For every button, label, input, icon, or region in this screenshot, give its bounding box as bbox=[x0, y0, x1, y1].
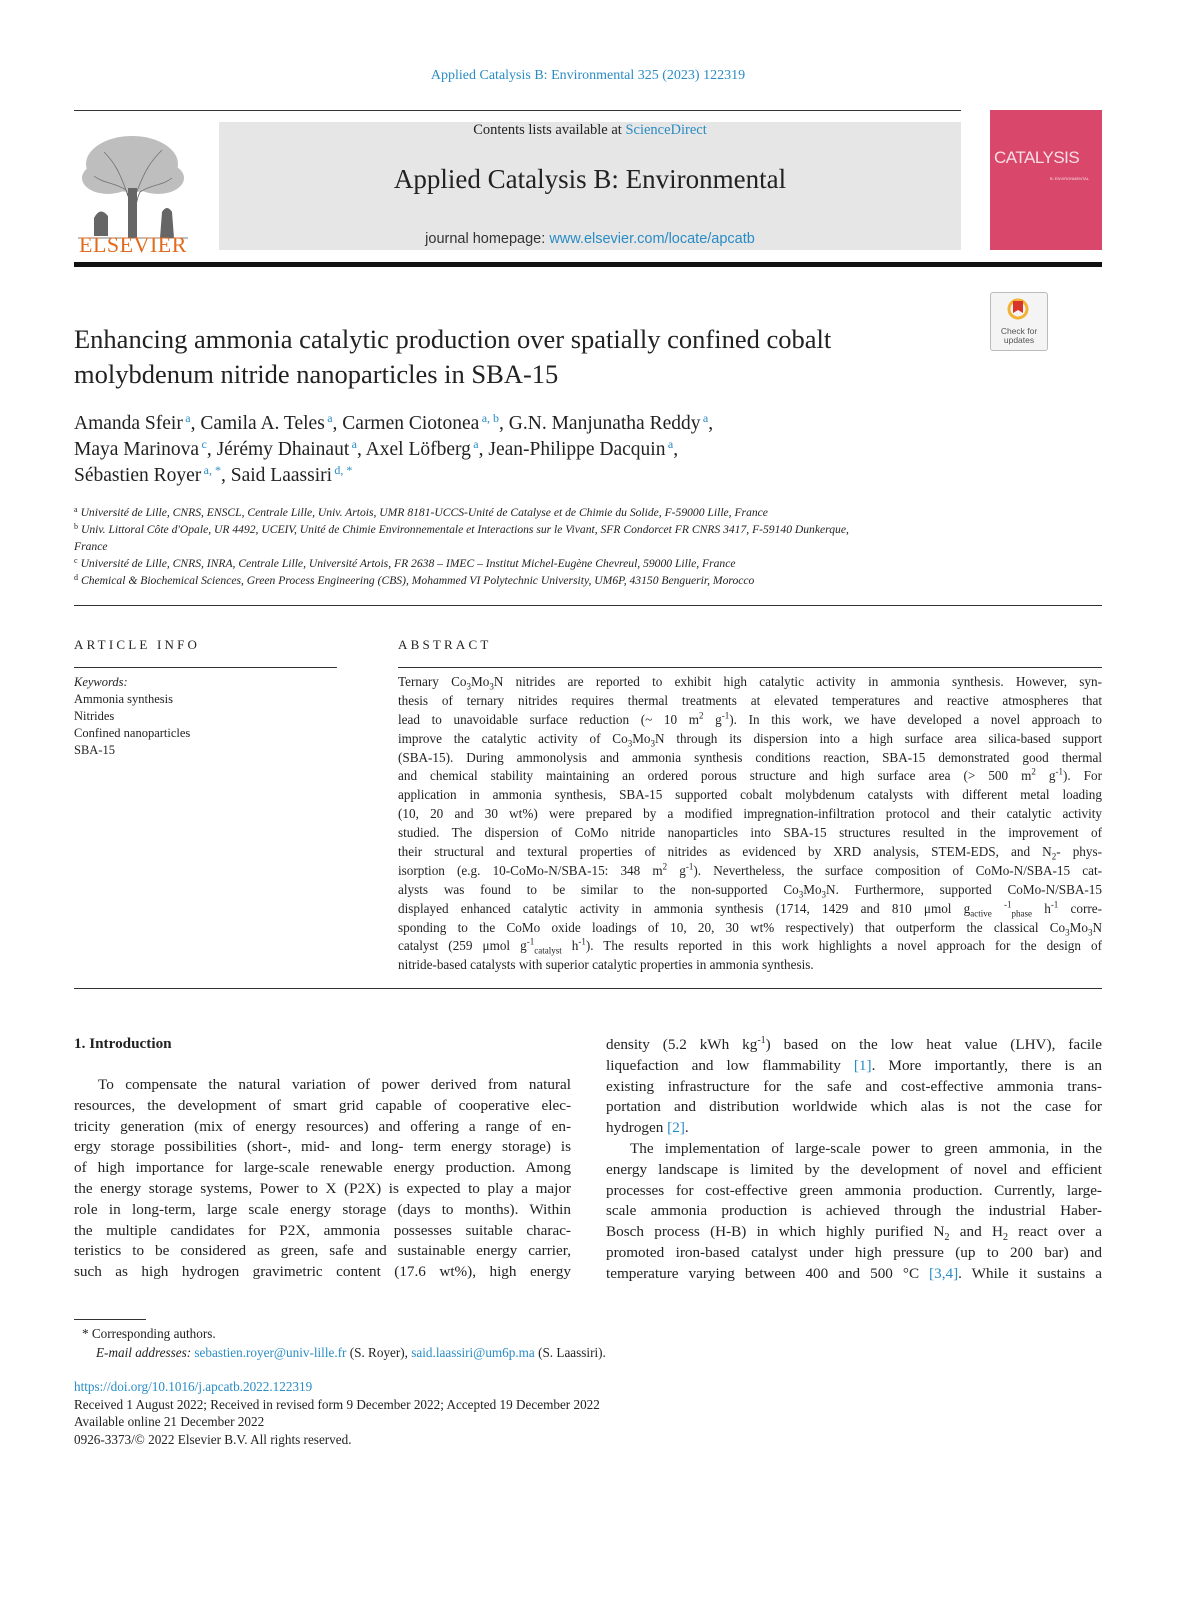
author-affiliation-mark[interactable]: a, * bbox=[201, 463, 221, 477]
author-name: Sébastien Royer bbox=[74, 465, 202, 486]
affiliation-mark: b bbox=[74, 522, 78, 531]
author-name: Amanda Sfeir bbox=[74, 413, 183, 434]
text-line: Ternary $Co_3Mo_3N$ nitrides are reported to exhibit high catalytic activity in ammonia synthesis. However, syn- bbox=[398, 674, 1103, 692]
homepage-line bbox=[219, 231, 961, 247]
affiliation-text: Université de Lille, CNRS, INRA, Centrale Lille, Université Artois, FR 2638 – IMEC – Institut Michel-Eugène Chevreul, 59000 Lille, France bbox=[80, 557, 736, 570]
email-laassiri-link[interactable]: said.laassiri@um6p.ma bbox=[411, 1345, 535, 1360]
keyword: Ammonia synthesis bbox=[74, 692, 173, 706]
text-line: tricity generation (mix of energy resources) and offering a range of en- bbox=[74, 1117, 571, 1135]
author-affiliation-mark[interactable]: a, b bbox=[479, 411, 500, 425]
text-line: application in ammonia synthesis, SBA-15 supported cobalt molybdenum catalysts with different metal loading bbox=[398, 787, 1102, 803]
journal-homepage-link[interactable]: www.elsevier.com/locate/apcatb bbox=[549, 231, 755, 247]
affiliation-text: Université de Lille, CNRS, ENSCL, Centrale Lille, Univ. Artois, UMR 8181-UCCS-Unité de Catalyse et de Chimie du Solide, F-59000 Lille, France bbox=[80, 506, 768, 519]
text-line: the multiple candidates for P2X, ammonia possesses suitable charac- bbox=[74, 1221, 571, 1239]
text-line: processes for cost-effective green ammonia production. Currently, large- bbox=[606, 1181, 1102, 1199]
publication-info bbox=[74, 1378, 974, 1448]
text-line: thesis of ternary nitrides requires thermal treatments at elevated temperatures and reactive atmospheres that bbox=[398, 692, 1102, 708]
check-for-updates-label: Check for updates bbox=[1000, 326, 1038, 345]
introduction-heading: 1. Introduction bbox=[74, 1035, 172, 1052]
text-line: alysts was found to be similar to the non-supported $Co_3Mo_3N$. Furthermore, supported CoMo-N/SBA-15 bbox=[398, 881, 1102, 900]
text-line: such as high hydrogen gravimetric content (17.6 wt%), high energy bbox=[74, 1263, 571, 1281]
email-royer-link[interactable]: sebastien.royer@univ-lille.fr bbox=[194, 1345, 347, 1360]
author-name: Maya Marinova bbox=[74, 439, 200, 460]
author-separator: , bbox=[499, 413, 509, 434]
author-separator: , bbox=[190, 413, 201, 434]
text-line: (10, 20 and 30 wt%) were prepared by a modified impregnation-infiltration protocol and their catalytic activity bbox=[398, 806, 1102, 822]
email-line bbox=[74, 1343, 974, 1362]
keywords-block bbox=[74, 674, 334, 759]
text-line: studied. The dispersion of CoMo nitride nanoparticles into SBA-15 structures resulted in the improvement of bbox=[398, 825, 1102, 841]
text-line: their structural and textural properties of nitrides as evidenced by XRD analysis, STEM-EDS, and $N_2-$ phys- bbox=[398, 844, 1102, 862]
abstract-bottom-rule bbox=[74, 988, 1102, 989]
text-line: role in long-term, large scale energy storage (days to months). Within bbox=[74, 1200, 571, 1218]
article-info-heading: ARTICLE INFO bbox=[74, 637, 201, 652]
author-affiliation-mark[interactable]: a bbox=[665, 437, 674, 451]
header-rule bbox=[74, 110, 961, 111]
text-line: isorption (e.g. 10-CoMo-N/SBA-15: 348 $m^2$ $g^{-1}$). Nevertheless, the surface composition of CoMo-N/SBA-15 cat- bbox=[398, 861, 1103, 878]
author-list bbox=[74, 411, 1074, 489]
text-line: catalyst (259 μmol $g^{-1}_{catalyst}$ $h^{-1}$). The results reported in this work highlights a novel approach for the design of bbox=[398, 937, 1103, 957]
text-line: temperature varying between 400 and 500 °C [3,4]. While it sustains a bbox=[606, 1264, 1102, 1282]
author-separator: , bbox=[221, 465, 231, 486]
text-line: (SBA-15). During ammonolysis and ammonia synthesis conditions reaction, SBA-15 demonstrated good thermal bbox=[398, 749, 1102, 765]
cover-subtitle: B: ENVIRONMENTAL bbox=[1050, 176, 1090, 181]
contents-line bbox=[219, 122, 961, 139]
doi-link[interactable]: https://doi.org/10.1016/j.apcatb.2022.122319 bbox=[74, 1379, 313, 1394]
introduction-left-column bbox=[74, 1075, 571, 1283]
author-affiliation-mark[interactable]: a bbox=[700, 411, 709, 425]
affiliation-line bbox=[74, 538, 1104, 555]
text-line: the energy storage systems, Power to X (P2X) is expected to play a major bbox=[74, 1179, 571, 1197]
abstract-heading: ABSTRACT bbox=[398, 637, 492, 652]
text-line: hydrogen [2]. bbox=[606, 1119, 689, 1137]
journal-reference[interactable]: Applied Catalysis B: Environmental 325 (2023) 122319 bbox=[430, 68, 746, 83]
affiliation-mark: a bbox=[74, 505, 78, 514]
text-line: resources, the development of smart grid capable of cooperative elec- bbox=[74, 1096, 571, 1114]
affiliation-line bbox=[74, 572, 1104, 589]
author-affiliation-mark[interactable]: a bbox=[324, 411, 333, 425]
text-line: To compensate the natural variation of power derived from natural bbox=[98, 1076, 571, 1093]
author-name: Jean-Philippe Dacquin bbox=[488, 439, 666, 460]
affiliation-text: Univ. Littoral Côte d'Opale, UR 4492, UCEIV, Unité de Chimie Environnementale et Interactions sur le Vivant, SFR Condorcet FR CNRS 3417, F-59140 Dunkerque, bbox=[81, 523, 849, 536]
journal-cover-thumbnail[interactable] bbox=[990, 110, 1102, 250]
text-line: portation and distribution worldwide which alas is not the case for bbox=[606, 1098, 1102, 1116]
author-separator: , bbox=[356, 439, 366, 460]
text-line: promoted iron-based catalyst under high pressure (up to 200 bar) and bbox=[606, 1243, 1102, 1261]
affiliation-mark: d bbox=[74, 573, 78, 582]
affiliation-line bbox=[74, 504, 1104, 521]
affiliation-rule bbox=[74, 605, 1102, 606]
text-line: displayed enhanced catalytic activity in ammonia synthesis (1714, 1429 and 810 μmol $g_{active}$ $^{-1}_{phase}$ $h^{-1}$ corre- bbox=[398, 899, 1103, 919]
check-for-updates-badge[interactable] bbox=[990, 292, 1048, 351]
homepage-prefix: journal homepage: bbox=[425, 231, 550, 247]
text-line: lead to unavoidable surface reduction (~ 10 $m^2$ $g^{-1}$). In this work, we have developed a novel approach to bbox=[398, 710, 1103, 727]
author-name: Camila A. Teles bbox=[200, 413, 325, 434]
author-name: Carmen Ciotonea bbox=[342, 413, 480, 434]
keyword: Confined nanoparticles bbox=[74, 726, 191, 740]
text-line: liquefaction and low flammability [1]. More importantly, there is an bbox=[606, 1056, 1102, 1074]
email-label: E-mail addresses: bbox=[96, 1345, 192, 1360]
paper-title: Enhancing ammonia catalytic production over spatially confined cobalt molybdenum nitride nanoparticles in SBA-15 bbox=[74, 324, 832, 389]
received-dates: Received 1 August 2022; Received in revised form 9 December 2022; Accepted 19 December 2022 bbox=[74, 1396, 600, 1412]
affiliation-text: Chemical & Biochemical Sciences, Green Process Engineering (CBS), Mohammed VI Polytechnic University, UM6P, 43150 Benguerir, Morocco bbox=[81, 574, 755, 587]
affiliation-line bbox=[74, 521, 1104, 538]
keyword: Nitrides bbox=[74, 709, 115, 723]
author-name: G.N. Manjunatha Reddy bbox=[508, 413, 701, 434]
author-affiliation-mark[interactable]: d, * bbox=[332, 463, 353, 477]
text-line: scale ammonia production is achieved through the industrial Haber- bbox=[606, 1202, 1102, 1220]
author-affiliation-mark[interactable]: c bbox=[199, 437, 207, 451]
author-separator: , bbox=[332, 413, 343, 434]
affiliations bbox=[74, 504, 1104, 589]
email-royer-name: (S. Royer), bbox=[346, 1345, 412, 1360]
available-online: Available online 21 December 2022 bbox=[74, 1414, 265, 1429]
article-info-rule bbox=[74, 667, 337, 668]
author-affiliation-mark[interactable]: a bbox=[470, 437, 479, 451]
text-line: ergy storage possibilities (short-, mid- and long- term energy storage) is bbox=[74, 1138, 571, 1156]
text-line: teristics to be considered as green, safe and sustainable energy carrier, bbox=[74, 1242, 571, 1260]
author-name: Jérémy Dhainaut bbox=[216, 439, 350, 460]
affiliation-mark: c bbox=[74, 556, 78, 565]
abstract-text bbox=[398, 673, 1102, 975]
corresponding-authors-note: * Corresponding authors. bbox=[82, 1326, 216, 1341]
text-line: nitride-based catalysts with superior catalytic properties in ammonia synthesis. bbox=[398, 957, 814, 973]
footnote-rule bbox=[74, 1319, 146, 1320]
author-separator: , bbox=[478, 439, 489, 460]
copyright: 0926-3373/© 2022 Elsevier B.V. All rights reserved. bbox=[74, 1431, 352, 1447]
text-line: The implementation of large-scale power to green ammonia, in the bbox=[630, 1139, 1102, 1157]
author-affiliation-mark[interactable]: a bbox=[182, 411, 191, 425]
affiliation-text: France bbox=[74, 540, 108, 553]
email-laassiri-name: (S. Laassiri). bbox=[534, 1345, 606, 1360]
header-thick-rule bbox=[74, 262, 1102, 267]
sciencedirect-link[interactable]: ScienceDirect bbox=[625, 122, 707, 138]
footnotes bbox=[74, 1324, 974, 1362]
text-line: of high importance for large-scale renewable energy production. Among bbox=[74, 1159, 571, 1177]
keywords-label: Keywords: bbox=[74, 675, 128, 689]
cover-title: CATALYSIS bbox=[994, 148, 1080, 167]
author-name: Said Laassiri bbox=[230, 465, 333, 486]
author-separator: , bbox=[708, 413, 714, 434]
text-line: sponding to the CoMo oxide loadings of 10, 20, 30 wt% respectively) that outperform the classical $Co_3Mo_3N$ bbox=[398, 919, 1102, 938]
elsevier-wordmark: ELSEVIER bbox=[79, 232, 187, 257]
author-separator: , bbox=[206, 439, 217, 460]
keyword: SBA-15 bbox=[74, 743, 115, 757]
contents-prefix: Contents lists available at bbox=[473, 122, 626, 138]
text-line: energy landscape is limited by the development of novel and efficient bbox=[606, 1160, 1102, 1178]
journal-title: Applied Catalysis B: Environmental bbox=[393, 164, 787, 194]
abstract-rule bbox=[398, 667, 1102, 668]
bookmark-ring-icon bbox=[1007, 298, 1029, 320]
text-line: improve the catalytic activity of $Co_3Mo_3N$ through its dispersion into a high surface area silica-based support bbox=[398, 730, 1102, 749]
text-line: existing infrastructure for the safe and cost-effective ammonia trans- bbox=[606, 1077, 1102, 1095]
text-line: density (5.2 kWh $kg^{-1}$) based on the low heat value (LHV), facile bbox=[606, 1034, 1102, 1053]
author-separator: , bbox=[673, 439, 679, 460]
text-line: and chemical stability maintaining an ordered porous structure and high surface area (> 500 $m^2$ $g^{-1}$). For bbox=[398, 767, 1103, 784]
affiliation-line bbox=[74, 555, 1104, 572]
introduction-right-column bbox=[606, 1035, 1102, 1285]
text-line: Bosch process (H-B) in which highly purified $N_2$ and $H_2$ react over a bbox=[606, 1223, 1103, 1244]
author-name: Axel Löfberg bbox=[365, 439, 471, 460]
author-affiliation-mark[interactable]: a bbox=[349, 437, 357, 451]
